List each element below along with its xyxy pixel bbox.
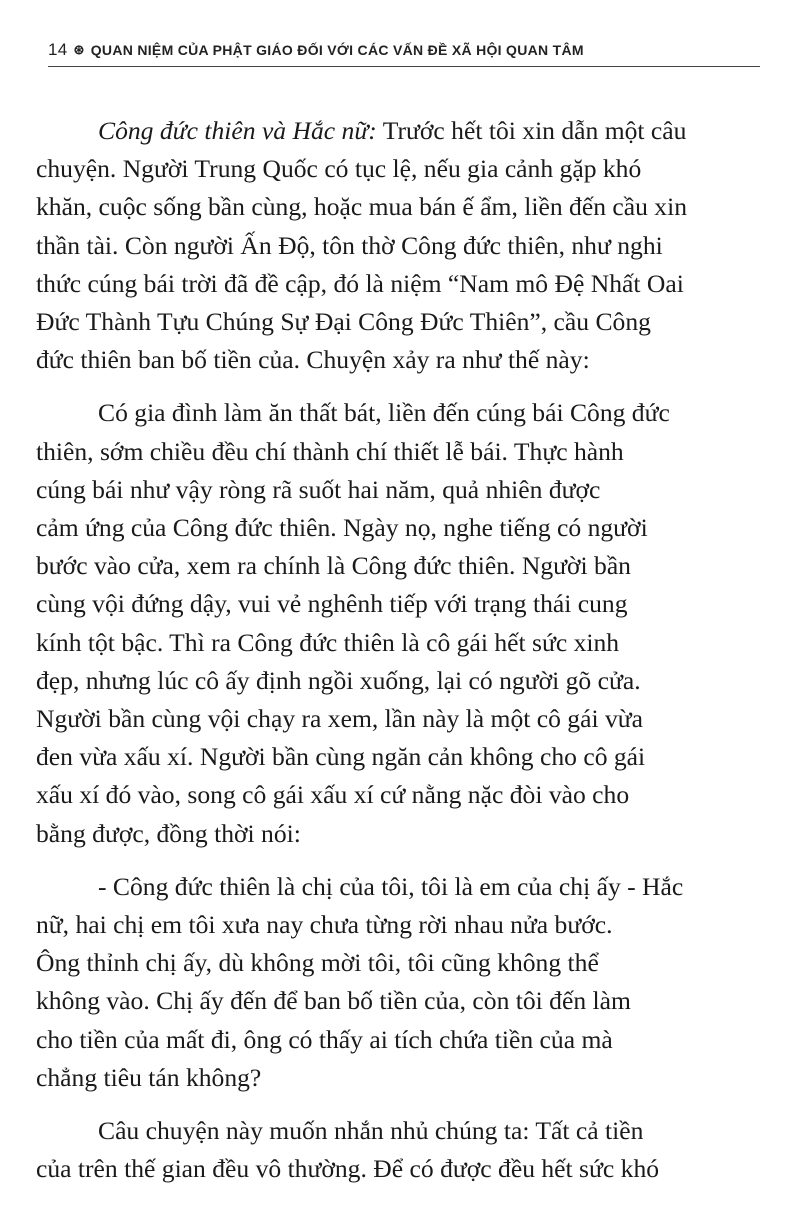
paragraph-line: cùng vội đứng dậy, vui vẻ nghênh tiếp với trạng thái cung	[36, 589, 628, 619]
ornament-icon: ⊛	[73, 42, 85, 57]
paragraph-line: chuyện. Người Trung Quốc có tục lệ, nếu gia cảnh gặp khó	[36, 154, 642, 184]
paragraph-line: Người bần cùng vội chạy ra xem, lần này là một cô gái vừa	[36, 704, 644, 734]
paragraph-line: đẹp, nhưng lúc cô ấy định ngồi xuống, lại có người gõ cửa.	[36, 665, 641, 695]
paragraph-line: thiên, sớm chiều đều chí thành chí thiết lễ bái. Thực hành	[36, 436, 624, 466]
paragraph-line: Có gia đình làm ăn thất bát, liền đến cúng bái Công đức	[98, 398, 670, 428]
paragraph-line: khăn, cuộc sống bần cùng, hoặc mua bán ế ẩm, liền đến cầu xin	[36, 192, 688, 222]
body-text	[36, 112, 758, 1203]
paragraph-line: Ông thỉnh chị ấy, dù không mời tôi, tôi cũng không thể	[36, 948, 599, 978]
paragraph-line: Đức Thành Tựu Chúng Sự Đại Công Đức Thiên”, cầu Công	[36, 307, 651, 337]
paragraph-line: cho tiền của mất đi, ông có thấy ai tích chứa tiền của mà	[36, 1024, 613, 1054]
paragraph-line: đức thiên ban bố tiền của. Chuyện xảy ra như thế này:	[36, 345, 590, 375]
paragraph-line: bằng được, đồng thời nói:	[36, 818, 301, 848]
paragraph-line: chẳng tiêu tán không?	[36, 1062, 262, 1092]
paragraph-line: không vào. Chị ấy đến để ban bố tiền của, còn tôi đến làm	[36, 986, 631, 1016]
paragraph-line: cúng bái như vậy ròng rã suốt hai năm, quả nhiên được	[36, 474, 601, 504]
paragraph-line: cảm ứng của Công đức thiên. Ngày nọ, nghe tiếng có người	[36, 513, 648, 543]
italic-lead: Công đức thiên và Hắc nữ:	[98, 116, 377, 145]
paragraph-3	[36, 868, 758, 1097]
page-number: 14	[48, 40, 68, 59]
paragraph-2	[36, 394, 758, 852]
paragraph-line: - Công đức thiên là chị của tôi, tôi là em của chị ấy - Hắc	[98, 871, 684, 901]
paragraph-line: của trên thế gian đều vô thường. Để có được đều hết sức khó	[36, 1154, 660, 1184]
paragraph-line: xấu xí đó vào, song cô gái xấu xí cứ nằng nặc đòi vào cho	[36, 780, 630, 810]
paragraph-line: Công đức thiên và Hắc nữ: Trước hết tôi xin dẫn một câu	[98, 116, 687, 145]
paragraph-line: đen vừa xấu xí. Người bần cùng ngăn cản không cho cô gái	[36, 742, 646, 772]
paragraph-line: thần tài. Còn người Ấn Độ, tôn thờ Công đức thiên, như nghi	[36, 230, 663, 260]
running-header	[48, 40, 760, 60]
paragraph-line: Câu chuyện này muốn nhắn nhủ chúng ta: Tất cả tiền	[98, 1116, 644, 1146]
paragraph-line: bước vào cửa, xem ra chính là Công đức thiên. Người bần	[36, 551, 631, 581]
paragraph-4	[36, 1112, 758, 1188]
paragraph-line: thức cúng bái trời đã đề cập, đó là niệm “Nam mô Đệ Nhất Oai	[36, 268, 684, 298]
paragraph-line: kính tột bậc. Thì ra Công đức thiên là cô gái hết sức xinh	[36, 627, 620, 657]
paragraph-line: nữ, hai chị em tôi xưa nay chưa từng rời nhau nửa bước.	[36, 910, 613, 940]
paragraph-1	[36, 112, 758, 379]
header-divider	[48, 66, 760, 67]
running-title: QUAN NIỆM CỦA PHẬT GIÁO ĐỐI VỚI CÁC VẤN ĐỀ XÃ HỘI QUAN TÂM	[90, 42, 584, 58]
